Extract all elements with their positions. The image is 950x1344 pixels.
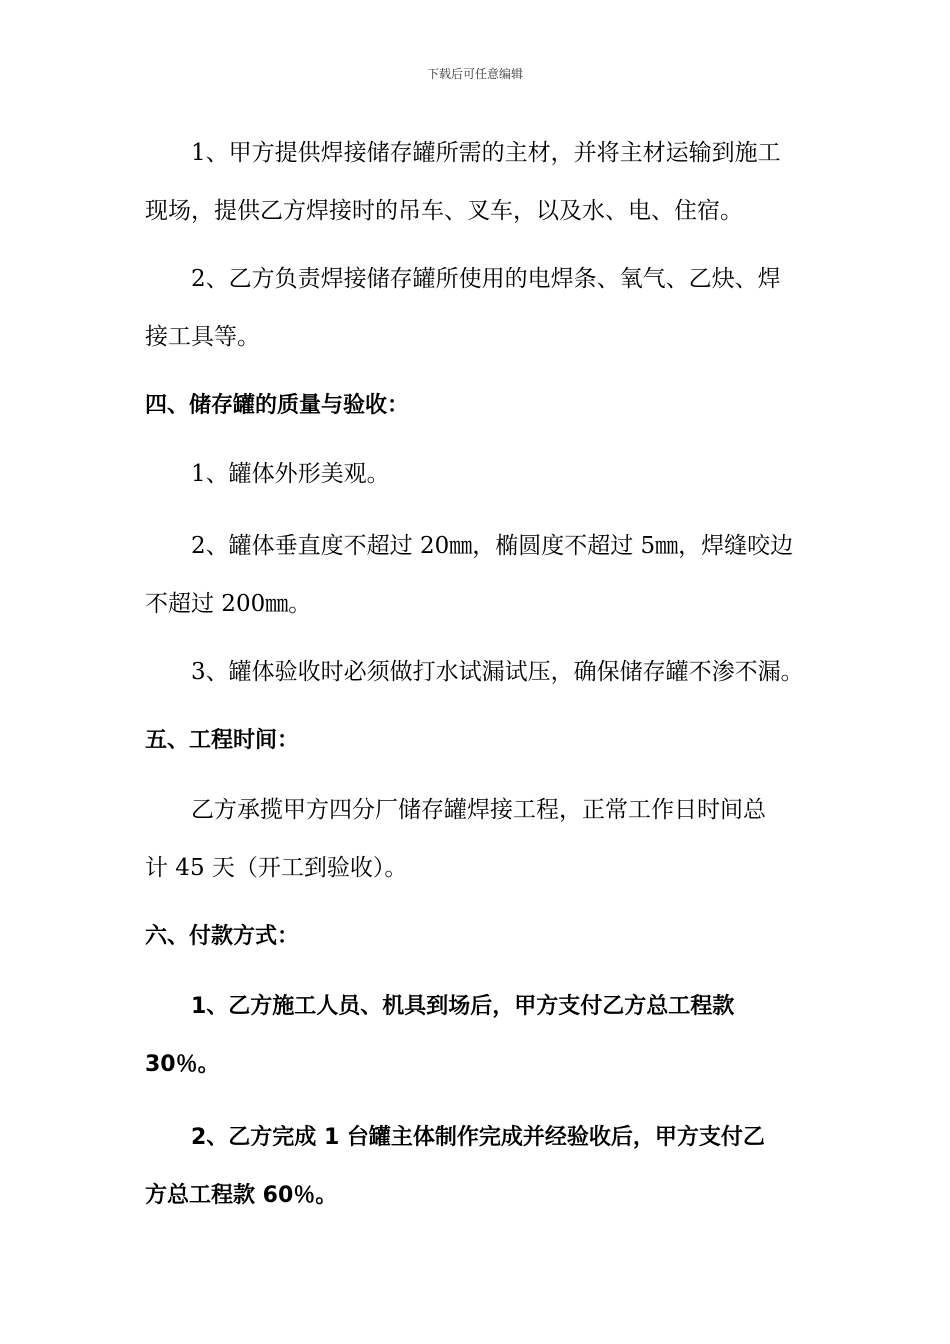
- paragraph-line: 接工具等。: [145, 324, 260, 350]
- paragraph-line: 计 45 天（开工到验收）。: [145, 855, 408, 881]
- paragraph-line: 30％。: [145, 1052, 220, 1077]
- paragraph-line: 1、罐体外形美观。: [191, 461, 390, 487]
- paragraph-line: 3、罐体验收时必须做打水试漏试压，确保储存罐不渗不漏。: [191, 659, 804, 685]
- paragraph-line: 2、乙方完成 1 台罐主体制作完成并经验收后，甲方支付乙: [191, 1125, 765, 1150]
- paragraph-line: 方总工程款 60％。: [145, 1183, 338, 1208]
- paragraph-line: 1、甲方提供焊接储存罐所需的主材，并将主材运输到施工: [191, 140, 781, 166]
- section-heading: 五、工程时间：: [145, 728, 300, 753]
- paragraph-line: 现场，提供乙方焊接时的吊车、叉车，以及水、电、住宿。: [145, 198, 743, 224]
- paragraph-line: 2、罐体垂直度不超过 20㎜，椭圆度不超过 5㎜，焊缝咬边: [191, 533, 794, 559]
- paragraph-line: 不超过 200㎜。: [145, 591, 312, 617]
- paragraph-line: 2、乙方负责焊接储存罐所使用的电焊条、氧气、乙炔、焊: [191, 266, 781, 292]
- paragraph-line: 1、乙方施工人员、机具到场后，甲方支付乙方总工程款: [191, 994, 735, 1019]
- paragraph-line: 乙方承揽甲方四分厂储存罐焊接工程，正常工作日时间总: [191, 797, 766, 823]
- section-heading: 四、储存罐的质量与验收：: [145, 393, 410, 418]
- page-header: 下载后可任意编辑: [426, 67, 523, 81]
- section-heading: 六、付款方式：: [145, 924, 300, 949]
